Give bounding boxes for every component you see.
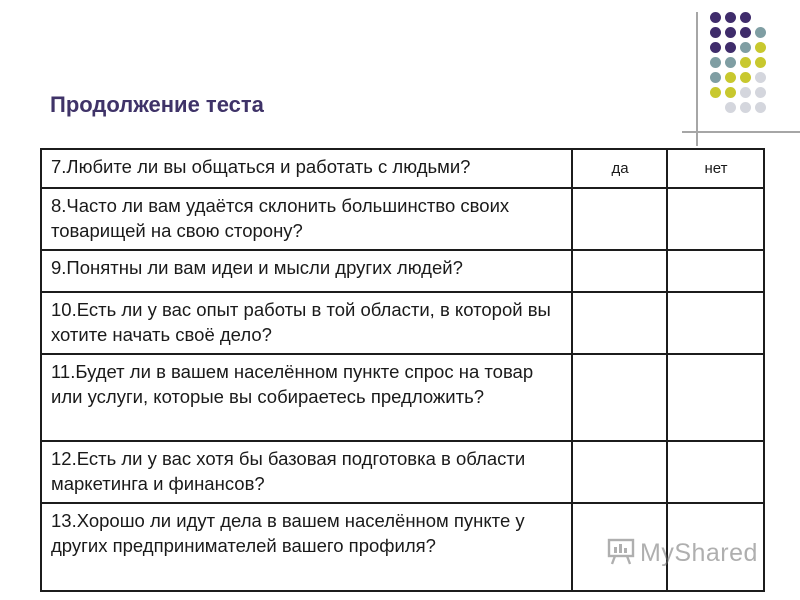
- decor-dot: [755, 27, 766, 38]
- decor-dot: [755, 57, 766, 68]
- answer-header-no: нет: [667, 149, 764, 188]
- answer-cell-yes[interactable]: [572, 188, 667, 250]
- decor-horizontal-line: [682, 131, 800, 133]
- table-row: [41, 292, 764, 354]
- decor-dot: [755, 102, 766, 113]
- question-cell: 11.Будет ли в вашем населённом пункте спрос на товар или услуги, которые вы собираетесь предложить?: [41, 354, 572, 441]
- decor-dot: [725, 72, 736, 83]
- decor-dot: [725, 27, 736, 38]
- decor-dot: [740, 12, 751, 23]
- decor-dot: [710, 57, 721, 68]
- decor-dot: [740, 42, 751, 53]
- questionnaire-table: [40, 148, 765, 592]
- decor-dot: [755, 72, 766, 83]
- decor-dot: [710, 27, 721, 38]
- decor-dot: [755, 87, 766, 98]
- answer-cell-yes[interactable]: [572, 250, 667, 292]
- decor-dot: [740, 102, 751, 113]
- answer-cell-no[interactable]: [667, 441, 764, 503]
- question-cell: 9.Понятны ли вам идеи и мысли других людей?: [41, 250, 572, 292]
- answer-cell-yes[interactable]: [572, 354, 667, 441]
- decor-dot: [725, 12, 736, 23]
- answer-cell-no[interactable]: [667, 292, 764, 354]
- table-row: [41, 149, 764, 188]
- decor-dot: [710, 42, 721, 53]
- watermark: [606, 536, 758, 570]
- answer-cell-no[interactable]: [667, 250, 764, 292]
- decor-dot: [725, 57, 736, 68]
- answer-cell-yes[interactable]: [572, 292, 667, 354]
- answer-cell-no[interactable]: [667, 188, 764, 250]
- question-cell: 7.Любите ли вы общаться и работать с людьми?: [41, 149, 572, 188]
- decor-dot: [710, 87, 721, 98]
- decor-dot: [710, 12, 721, 23]
- presentation-board-icon: [606, 536, 636, 571]
- question-cell: 10.Есть ли у вас опыт работы в той области, в которой вы хотите начать своё дело?: [41, 292, 572, 354]
- table-row: [41, 250, 764, 292]
- decor-dot: [740, 57, 751, 68]
- table-row: [41, 188, 764, 250]
- question-cell: 13.Хорошо ли идут дела в вашем населённом пункте у других предпринимателей вашего профиля?: [41, 503, 572, 591]
- answer-cell-no[interactable]: [667, 354, 764, 441]
- table-row: [41, 354, 764, 441]
- watermark-text: MyShared: [640, 538, 758, 567]
- decor-dot: [755, 42, 766, 53]
- decor-dot: [725, 102, 736, 113]
- decor-dot: [740, 72, 751, 83]
- decor-dot: [740, 87, 751, 98]
- decor-dot: [710, 72, 721, 83]
- decor-dot: [725, 42, 736, 53]
- slide-title: Продолжение теста: [50, 92, 264, 117]
- decor-dot: [740, 27, 751, 38]
- answer-cell-yes[interactable]: [572, 441, 667, 503]
- decor-vertical-line: [696, 12, 698, 146]
- question-cell: 12.Есть ли у вас хотя бы базовая подготовка в области маркетинга и финансов?: [41, 441, 572, 503]
- question-cell: 8.Часто ли вам удаётся склонить большинство своих товарищей на свою сторону?: [41, 188, 572, 250]
- answer-header-yes: да: [572, 149, 667, 188]
- decor-dot: [725, 87, 736, 98]
- table-row: [41, 441, 764, 503]
